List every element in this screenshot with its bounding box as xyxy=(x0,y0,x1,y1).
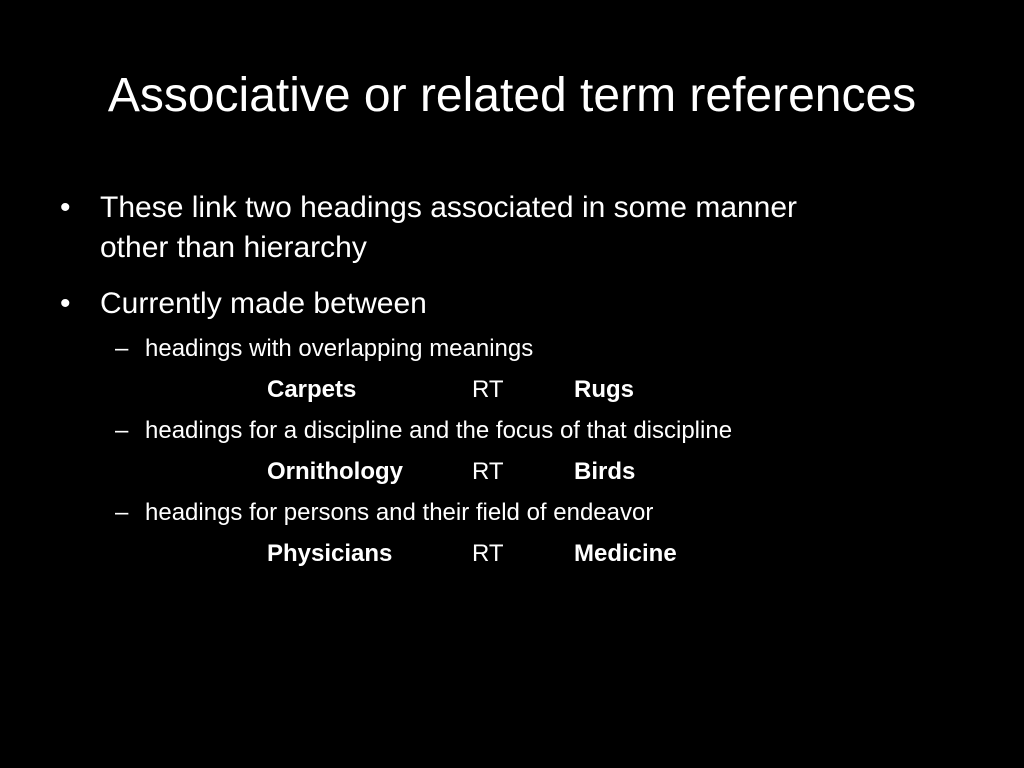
bullet-mark: • xyxy=(60,287,71,320)
bullet-text: These link two headings associated in some manner xyxy=(100,191,798,224)
example-relation: RT xyxy=(472,376,504,403)
example-related-term: Medicine xyxy=(574,540,677,567)
sub-item-text: headings with overlapping meanings xyxy=(145,335,534,362)
example-term: Physicians xyxy=(267,540,393,567)
sub-item-text: headings for persons and their field of endeavor xyxy=(145,499,654,526)
example-related-term: Birds xyxy=(574,458,636,485)
dash-mark: – xyxy=(115,417,129,444)
slide-title: Associative or related term references xyxy=(107,69,917,122)
example-term: Carpets xyxy=(267,376,357,403)
sub-item-text: headings for a discipline and the focus of that discipline xyxy=(145,417,733,444)
bullet-mark: • xyxy=(60,191,71,224)
dash-mark: – xyxy=(115,499,129,526)
dash-mark: – xyxy=(115,335,129,362)
example-related-term: Rugs xyxy=(574,376,634,403)
example-term: Ornithology xyxy=(267,458,403,485)
example-relation: RT xyxy=(472,540,504,567)
bullet-text: other than hierarchy xyxy=(100,231,367,264)
example-relation: RT xyxy=(472,458,504,485)
bullet-text: Currently made between xyxy=(100,287,427,320)
